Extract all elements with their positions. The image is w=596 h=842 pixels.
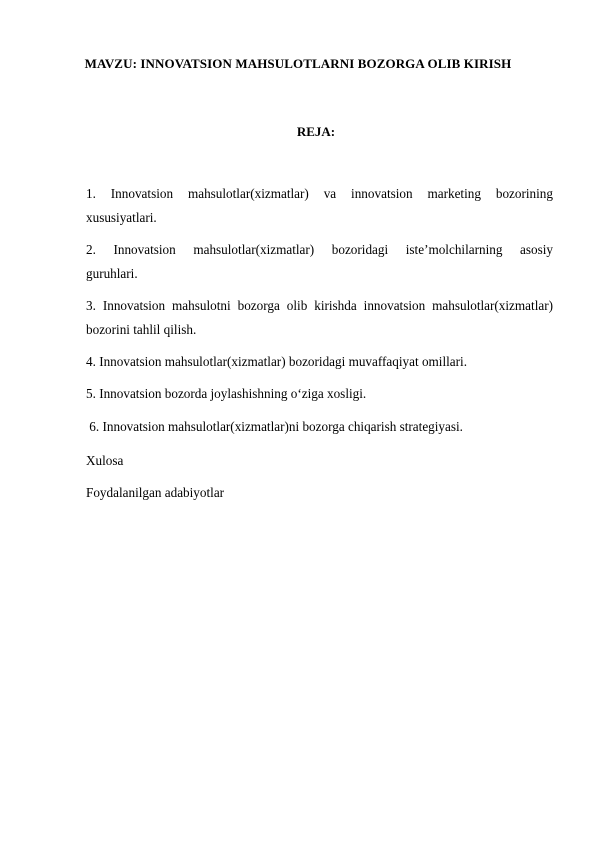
plan-item-2 [86,238,553,286]
document-title: MAVZU: INNOVATSION MAHSULOTLARNI BOZORGA OLIB KIRISH [84,56,512,71]
plan-item-4: 4. Innovatsion mahsulotlar(xizmatlar) bozoridagi muvaffaqiyat omillari. [86,354,467,369]
plan-item-3-line-2: bozorini tahlil qilish. [86,322,197,337]
conclusion-item: Xulosa [86,453,124,468]
plan-item-2-line-1: 2. Innovatsion mahsulotlar(xizmatlar) bozoridagi iste’molchilarning asosiy [86,242,553,257]
plan-item-2-line-2: guruhlari. [86,266,138,281]
plan-item-3-line-1: 3. Innovatsion mahsulotni bozorga olib kirishda innovatsion mahsulotlar(xizmatlar) [86,298,553,313]
plan-heading: REJA: [296,124,336,139]
plan-item-1-line-1: 1. Innovatsion mahsulotlar(xizmatlar) va innovatsion marketing bozorining [86,186,553,201]
references-item: Foydalanilgan adabiyotlar [86,485,225,500]
plan-item-1 [86,182,553,230]
plan-item-6: 6. Innovatsion mahsulotlar(xizmatlar)ni bozorga chiqarish strategiyasi. [86,419,463,434]
plan-item-5: 5. Innovatsion bozorda joylashishning o‘ziga xosligi. [86,386,367,401]
plan-item-1-line-2: xususiyatlari. [86,210,157,225]
plan-item-3 [86,294,553,342]
